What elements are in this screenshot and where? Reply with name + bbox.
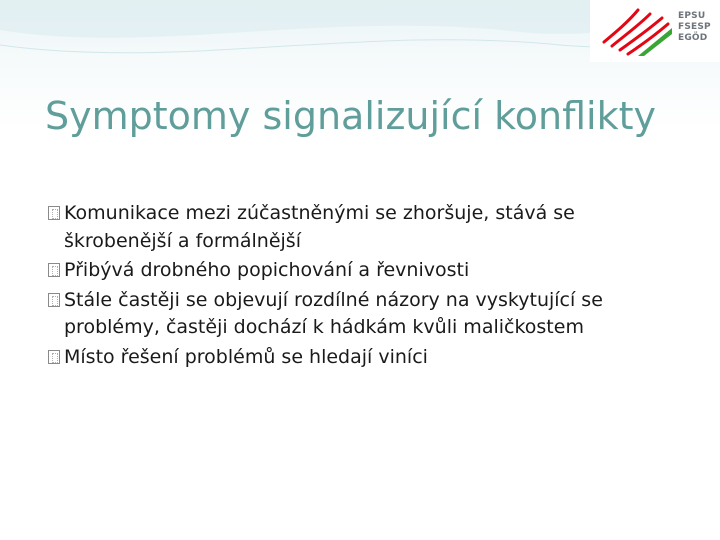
logo-line-3: EGÖD <box>678 33 708 43</box>
bullet-glyph-icon <box>48 206 60 220</box>
bullet-text: Stále častěji se objevují rozdílné názory na vyskytující se problémy, častěji dochází k hádkám kvůli maličkostem <box>64 288 603 338</box>
bullet-item <box>48 200 688 255</box>
epsu-logo-icon <box>598 6 674 58</box>
slide-title: Symptomy signalizující konflikty <box>45 94 656 138</box>
bullet-glyph-icon <box>48 293 60 307</box>
logo-line-2: FSESP <box>678 22 711 32</box>
bullet-list <box>48 200 688 373</box>
logo-line-1: EPSU <box>678 11 706 21</box>
bullet-item <box>48 344 688 372</box>
bullet-item <box>48 257 688 285</box>
bullet-text: Komunikace mezi zúčastněnými se zhoršuje, stává se škrobenější a formálnější <box>64 202 575 252</box>
epsu-logo <box>590 0 720 62</box>
logo-wordmark <box>678 11 711 44</box>
bullet-text: Přibývá drobného popichování a řevnivosti <box>64 259 470 281</box>
bullet-text: Místo řešení problémů se hledají viníci <box>64 345 428 368</box>
bullet-glyph-icon <box>48 350 60 364</box>
bullet-item <box>48 287 688 342</box>
bullet-glyph-icon <box>48 263 60 277</box>
